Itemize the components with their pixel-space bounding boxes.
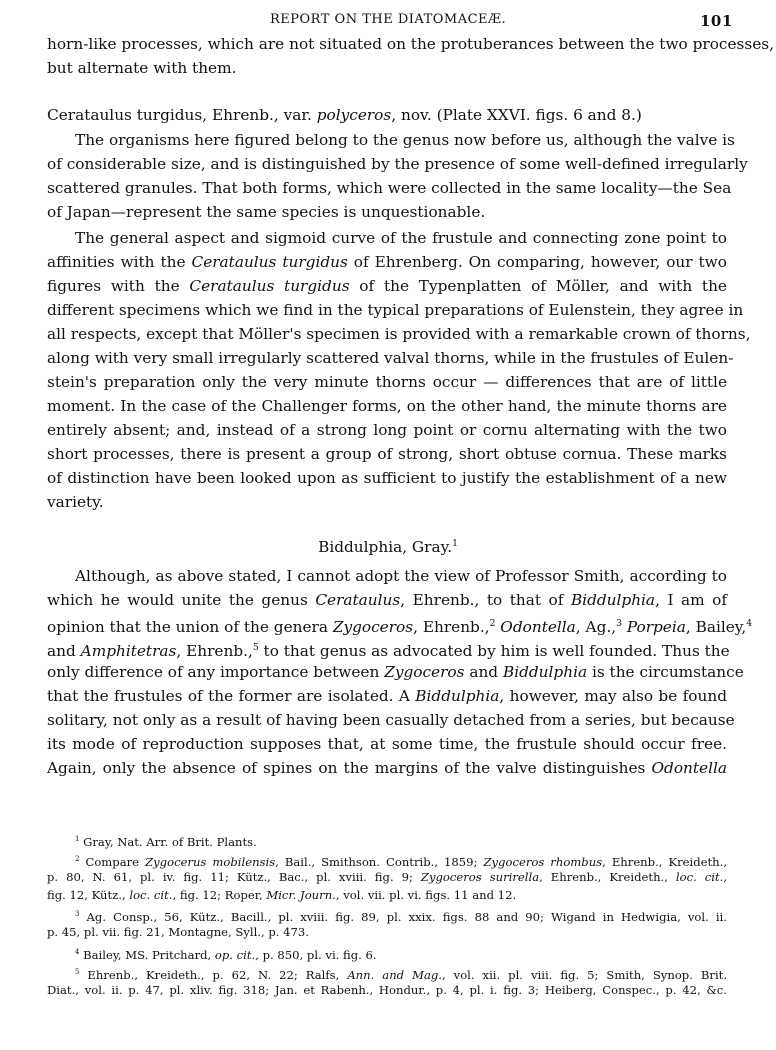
text-line [47,202,727,222]
text-run: , vol. vii. pl. vi. figs. 11 and 12. [335,888,517,902]
text-run: , vol. xii. pl. viii. fig. 5; Smith, Synop. Brit. [441,967,727,982]
text-run: , nov. (Plate XXVI. figs. 6 and 8.) [391,106,642,124]
italic-text: Micr. Journ. [266,888,336,902]
text-run: Ehrenb., var. [211,106,317,124]
italic-text: Cerataulus [315,591,401,609]
text-line [75,566,727,586]
text-run: p. 80, N. 61, pl. iv. fig. 11; Kütz., Bac., pl. xviii. fig. 9; [47,870,421,884]
text-line [47,58,727,78]
footnote-marker: 2 [75,855,80,863]
text-line [47,300,744,320]
text-line [47,154,748,174]
text-run: Although, as above stated, I cannot adopt the view of Professor Smith, according to [75,567,727,585]
text-run: affinities with the [47,253,192,271]
text-line [47,324,751,344]
text-run: Biddulphia, Gray. [318,538,453,557]
footnote-marker: 5 [75,968,80,976]
text-line [47,468,727,488]
text-line [75,130,735,150]
italic-text: loc. cit. [675,870,724,884]
text-run: of Japan—represent the same species is unquestionable. [47,203,486,221]
footnote-line [47,982,727,998]
page-number: 101 [700,12,733,30]
italic-text: op. cit. [214,947,256,962]
text-run: moment. In the case of the Challenger forms, on the other hand, the minute thorns are [47,397,727,415]
text-run: Gray, Nat. Arr. of Brit. Plants. [79,834,257,849]
footnote-marker: 1 [452,538,458,549]
text-run: to that genus as advocated by him is well founded. Thus the [258,642,730,661]
text-line [47,276,727,296]
text-line [47,420,727,440]
italic-text: Odontella [500,618,576,637]
text-run: , Ehrenb., [413,618,490,637]
text-line [47,396,727,416]
text-line [47,614,753,637]
text-run: , fig. 12; Roper, [172,888,267,902]
text-line [47,178,732,198]
italic-text: Biddulphia [502,663,588,681]
text-line [47,444,727,464]
text-run: Compare [79,854,146,869]
text-run: and [464,663,503,681]
text-run: , Ehrenb., to that of [400,591,571,609]
text-run: entirely absent; and, instead of a strong long point or cornu alternating with the two [47,421,727,439]
italic-text: Cerataulus turgidus [191,253,348,271]
text-run: fig. 12, Kütz., [47,888,130,902]
text-line [47,686,727,706]
text-run: all respects, except that Möller's specimen is provided with a remarkable crown of thorns, [47,325,751,343]
text-line [47,252,727,272]
text-run: , p. 850, pl. vi. fig. 6. [255,947,377,962]
text-run: Again, only the absence of spines on the margins of the valve distinguishes [47,759,652,777]
text-run: but alternate with them. [47,59,237,77]
italic-text: Zygoceros rhombus [483,854,603,869]
text-run: , Ehrenb., Kreideth., [539,870,676,884]
italic-text: Ann. and Mag. [347,967,442,982]
text-line [47,710,735,730]
text-line [47,105,727,125]
text-run: of distinction have been looked upon as sufficient to justify the establishment of a new [47,469,727,487]
section-heading [0,538,776,556]
text-line [47,638,730,661]
text-run: short processes, there is present a group of strong, short obtuse cornua. These marks [47,445,727,463]
text-run: Diat., vol. ii. p. 47, pl. xliv. fig. 318; Jan. et Rabenh., Hondur., p. 4, pl. i. fig. 3; Heiberg, Conspec., p. 42, &c. [47,983,727,997]
text-run: its mode of reproduction supposes that, at some time, the frustule should occur free. [47,735,727,753]
text-run: The general aspect and sigmoid curve of the frustule and connecting zone point to [75,229,727,247]
text-run: , however, may also be found [499,687,727,705]
footnote-line [75,851,727,870]
italic-text: Amphitetras [80,642,177,661]
text-run: of the Typenplatten of Möller, and with the [349,277,727,295]
text-run: and [47,642,81,661]
text-run: Ehrenb., Kreideth., p. 62, N. 22; Ralfs, [79,967,348,982]
footnote-line [47,887,727,903]
text-run: , Bail., Smithson. Contrib., 1859; [275,854,484,869]
text-run: The organisms here figured belong to the genus now before us, although the valve is [75,131,735,149]
text-line [47,662,744,682]
text-run: scattered granules. That both forms, which were collected in the same locality—the Sea [47,179,732,197]
text-line [47,34,775,54]
text-run: is the circumstance [587,663,744,681]
text-run: , Ehrenb., Kreideth., [602,854,728,869]
italic-text: Zygoceros [384,663,465,681]
italic-text: Zygoceros [332,618,414,637]
footnote-line [75,831,727,850]
italic-text: Cerataulus turgidus [189,277,350,295]
footnote-line [47,869,727,885]
text-line [47,758,727,778]
footnote-marker: 2 [489,618,496,629]
footnote-marker: 5 [252,642,259,653]
italic-text: Porpeia [626,618,686,637]
italic-text: Zygoceros surirella [420,870,540,884]
italic-text: Zygocerus mobilensis [145,854,276,869]
text-line [47,372,727,392]
text-run: variety. [47,493,104,511]
footnote-line [75,944,727,963]
text-run: of Ehrenberg. On comparing, however, our two [347,253,727,271]
text-run: Bailey, MS. Pritchard, [79,947,215,962]
text-run: solitary, not only as a result of having been casually detached from a series, but because [47,711,735,729]
text-line [47,492,727,512]
text-line [47,734,727,754]
text-run: , [723,870,727,884]
text-line [47,590,727,610]
footnote-line [75,964,727,983]
header-title: REPORT ON THE DIATOMACEÆ. [270,12,507,27]
text-run: opinion that the union of the genera [47,618,333,637]
footnote-marker: 4 [75,948,80,956]
italic-text: loc. cit. [129,888,173,902]
footnote-line [47,924,727,940]
text-line [47,348,734,368]
text-run: horn-like processes, which are not situated on the protuberances between the two processes, [47,35,775,53]
footnote-line [75,906,727,925]
text-run: which he would unite the genus [47,591,316,609]
text-run: that the frustules of the former are isolated. A [47,687,416,705]
text-run: , Ag., [575,618,617,637]
text-run: of considerable size, and is distinguished by the presence of some well-defined irregularly [47,155,748,173]
footnote-marker: 1 [75,835,80,843]
text-run: along with very small irregularly scattered valval thorns, while in the frustules of Eulen- [47,349,734,367]
text-run: figures with the [47,277,190,295]
italic-text: Biddulphia [570,591,656,609]
text-run: Cerataulus turgidus, [47,106,212,124]
text-run: stein's preparation only the very minute thorns occur — differences that are of little [47,373,727,391]
italic-text: Odontella [651,759,727,777]
text-line [75,228,727,248]
text-run: , Ehrenb., [176,642,253,661]
footnote-marker: 3 [616,618,622,629]
text-run: , Bailey, [685,618,747,637]
text-run: only difference of any importance between [47,663,385,681]
text-run: , I am of [655,591,728,609]
text-run: different specimens which we find in the typical preparations of Eulenstein, they agree in [47,301,744,319]
footnote-marker: 3 [75,910,80,918]
footnote-marker: 4 [746,618,753,629]
text-run: Ag. Consp., 56, Kütz., Bacill., pl. xviii. fig. 89, pl. xxix. figs. 88 and 90; Wigand in Hedwigia, vol. ii. [79,909,727,924]
italic-text: Biddulphia [415,687,500,705]
italic-text: polyceros [316,106,392,124]
text-run: p. 45, pl. vii. fig. 21, Montagne, Syll., p. 473. [47,925,309,939]
